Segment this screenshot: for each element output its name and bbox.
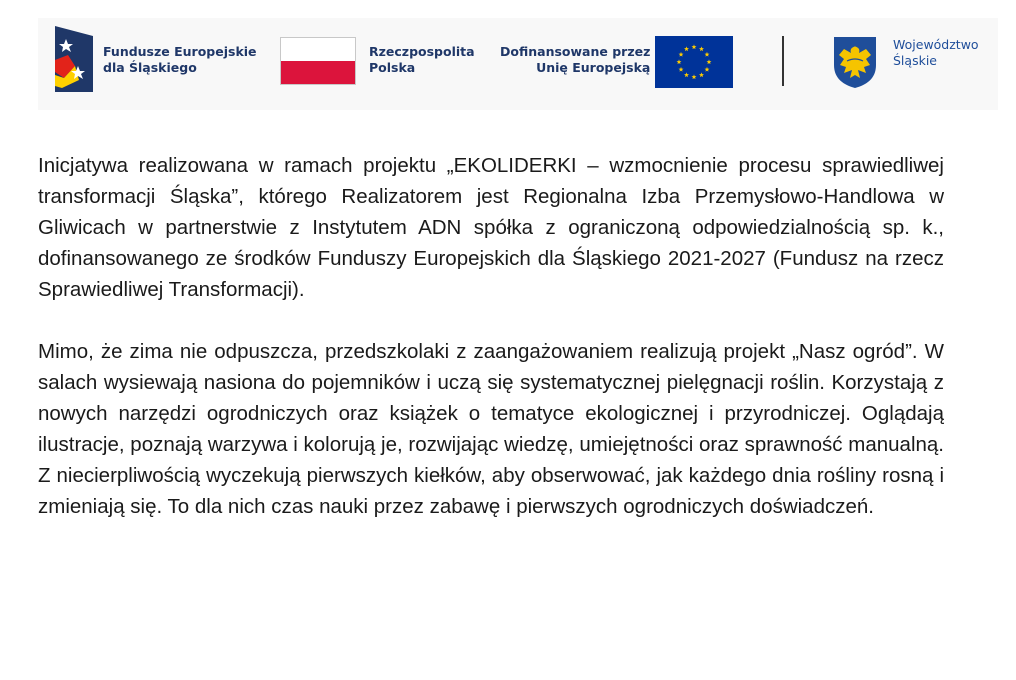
slaskie-logo-text <box>893 37 979 69</box>
ue-logo-text <box>500 44 650 76</box>
polska-logo-text <box>369 44 475 76</box>
eu-flag-icon <box>655 36 733 88</box>
fundusze-line2: dla Śląskiego <box>103 60 197 75</box>
fe-logo-icon <box>55 26 93 92</box>
logo-divider <box>782 36 784 86</box>
polish-flag-icon <box>280 37 356 85</box>
flag-white-stripe <box>281 38 355 61</box>
polska-line2: Polska <box>369 60 416 75</box>
paragraph-garden-activity: Mimo, że zima nie odpuszcza, przedszkolaki z zaangażowaniem realizują projekt „Nasz ogród”. W salach wysiewają nasiona do pojemników i uczą się systematycznej pielęgnacji roślin. Korzystają z nowych narzędzi ogrodniczych oraz książek o tematyce ekologicznej i przyrodniczej. Oglądają ilustracje, poznają warzywa i kolorują je, rozwijając wiedzę, umiejętności oraz sprawność manualną. Z niecierpliwością wyczekują pierwszych kiełków, aby obserwować, jak każdego dnia rośliny rosną i zmieniają się. To dla nich czas nauki przez zabawę i pierwszych ogrodniczych doświadczeń. <box>38 340 944 518</box>
slaskie-line2: Śląskie <box>893 53 937 68</box>
fundusze-line1: Fundusze Europejskie <box>103 44 257 59</box>
polska-line1: Rzeczpospolita <box>369 44 475 59</box>
ue-line1: Dofinansowane przez <box>500 44 651 59</box>
fundusze-logo-text <box>103 44 257 76</box>
ue-line2: Unię Europejską <box>536 60 651 75</box>
article-body <box>38 150 944 522</box>
slaskie-line1: Województwo <box>893 37 979 52</box>
paragraph-project-info: Inicjatywa realizowana w ramach projektu „EKOLIDERKI – wzmocnienie procesu sprawiedliwej transformacji Śląska”, którego Realizatorem jest Regionalna Izba Przemysłowo-Handlowa w Gliwicach w partnerstwie z Instytutem ADN spółka z ograniczoną odpowiedzialnością sp. k., dofinansowanego ze środków Funduszy Europejskich dla Śląskiego 2021-2027 (Fundusz na rzecz Sprawiedliwej Transformacji). <box>38 154 944 301</box>
flag-red-stripe <box>281 61 355 84</box>
silesian-eagle-crest-icon <box>832 35 878 89</box>
